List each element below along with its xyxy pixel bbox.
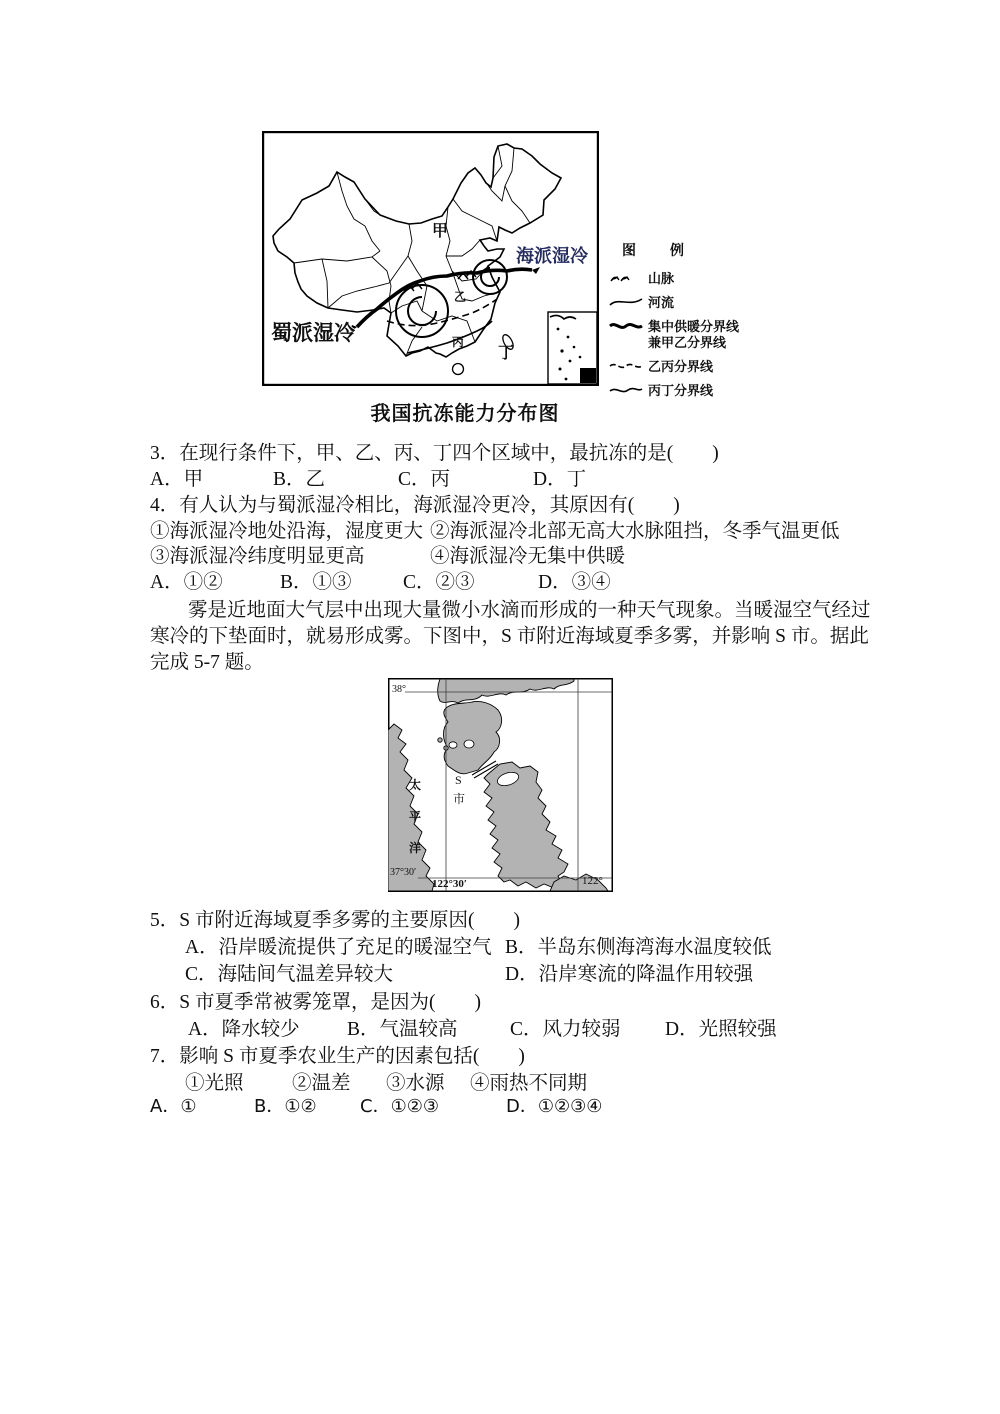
china-map-figure [262, 131, 599, 386]
q6-option-d: D．光照较强 [665, 1019, 777, 1040]
map-legend [608, 240, 778, 404]
annotation-haipai: 海派湿冷 [516, 246, 588, 267]
q6-option-c: C．风力较弱 [510, 1019, 621, 1040]
region-label-ding: 丁 [498, 343, 515, 362]
q3-option-d: D．丁 [533, 469, 587, 490]
q3-option-a: A．甲 [150, 469, 204, 490]
latitude-label-37-30: 37°30′ [390, 867, 417, 878]
q7-option-b: B．①② [254, 1096, 317, 1117]
legend-item-yi-bing-boundary: 乙丙分界线 [608, 356, 778, 375]
q6-option-b: B．气温较高 [347, 1019, 458, 1040]
q3-option-c: C．丙 [398, 469, 451, 490]
s-city-map-figure [388, 678, 613, 892]
q7-option-c: C．①②③ [360, 1096, 439, 1117]
latitude-label-38: 38° [392, 684, 406, 695]
south-china-sea-inset [548, 312, 597, 384]
q7-item-2: ②温差 [292, 1073, 351, 1094]
q4-option-a: A．①② [150, 572, 223, 593]
q4-item-3: ③海派湿冷纬度明显更高 [150, 546, 365, 567]
q5-option-a: A．沿岸暖流提供了充足的暖湿空气 [185, 937, 492, 958]
question-7-stem: 7．影响 S 市夏季农业生产的因素包括( ) [150, 1046, 525, 1067]
bing-ding-boundary-symbol [608, 383, 644, 397]
legend-item-river: 河流 [608, 292, 778, 311]
q7-option-d: D．①②③④ [506, 1096, 603, 1117]
q7-item-3: ③水源 [386, 1073, 445, 1094]
legend-item-bing-ding-boundary: 丙丁分界线 [608, 380, 778, 399]
passage-line-1: 雾是近地面大气层中出现大量微小水滴而形成的一种天气现象。当暖湿空气经过 [188, 600, 871, 621]
mountain-symbol [608, 271, 644, 285]
ocean-label-yang: 洋 [409, 841, 422, 855]
q6-option-a: A．降水较少 [188, 1019, 300, 1040]
q5-option-c: C．海陆间气温差异较大 [185, 964, 394, 985]
question-6-stem: 6．S 市夏季常被雾笼罩，是因为( ) [150, 992, 481, 1013]
passage-line-2: 寒冷的下垫面时，就易形成雾。下图中，S 市附近海域夏季多雾，并影响 S 市。据此 [150, 626, 869, 647]
river-symbol [608, 295, 644, 309]
figure1-title: 我国抗冻能力分布图 [370, 401, 560, 425]
question-5-stem: 5．S 市附近海域夏季多雾的主要原因( ) [150, 910, 520, 931]
city-label-s: S [455, 773, 462, 787]
legend-item-heating-boundary-line2: 兼甲乙分界线 [648, 336, 727, 351]
city-label-shi: 市 [453, 792, 466, 806]
passage-line-3: 完成 5-7 题。 [150, 652, 264, 673]
q4-option-b: B．①③ [280, 572, 352, 593]
region-label-jia: 甲 [432, 221, 449, 240]
q4-item-4: ④海派湿冷无集中供暖 [430, 546, 626, 567]
region-label-bing: 丙 [452, 335, 465, 349]
q7-item-1: ①光照 [185, 1073, 244, 1094]
q3-option-b: B．乙 [273, 469, 326, 490]
q4-item-2: ②海派湿冷北部无高大水脉阻挡，冬季气温更低 [430, 521, 840, 542]
q4-item-1: ①海派湿冷地处沿海，湿度更大 [150, 521, 424, 542]
q5-option-b: B．半岛东侧海湾海水温度较低 [505, 937, 772, 958]
region-label-yi: 乙 [454, 290, 467, 304]
legend-header: 图 例 [622, 243, 694, 259]
yi-bing-boundary-symbol [608, 359, 644, 373]
q4-option-c: C．②③ [403, 572, 475, 593]
q4-option-d: D．③④ [538, 572, 611, 593]
q7-option-a: A．① [150, 1096, 197, 1117]
longitude-label-122: 122° [582, 875, 603, 887]
s-city-map-drawing [388, 678, 613, 892]
q5-option-d: D．沿岸寒流的降温作用较强 [505, 964, 754, 985]
legend-item-mountain: 山脉 [608, 268, 778, 287]
q7-item-4: ④雨热不同期 [470, 1073, 588, 1094]
legend-item-heating-boundary: 集中供暖分界线 [608, 316, 778, 335]
ocean-label-tai: 太 [409, 778, 422, 792]
question-4-stem: 4．有人认为与蜀派湿冷相比，海派湿冷更冷，其原因有( ) [150, 495, 680, 516]
question-3-stem: 3．在现行条件下，甲、乙、丙、丁四个区域中，最抗冻的是( ) [150, 443, 719, 464]
heating-boundary-symbol [608, 319, 644, 333]
ocean-label-ping: 平 [409, 810, 422, 824]
longitude-label-122-30: 122°30′ [432, 878, 467, 890]
annotation-shupai: 蜀派湿冷 [271, 321, 355, 345]
